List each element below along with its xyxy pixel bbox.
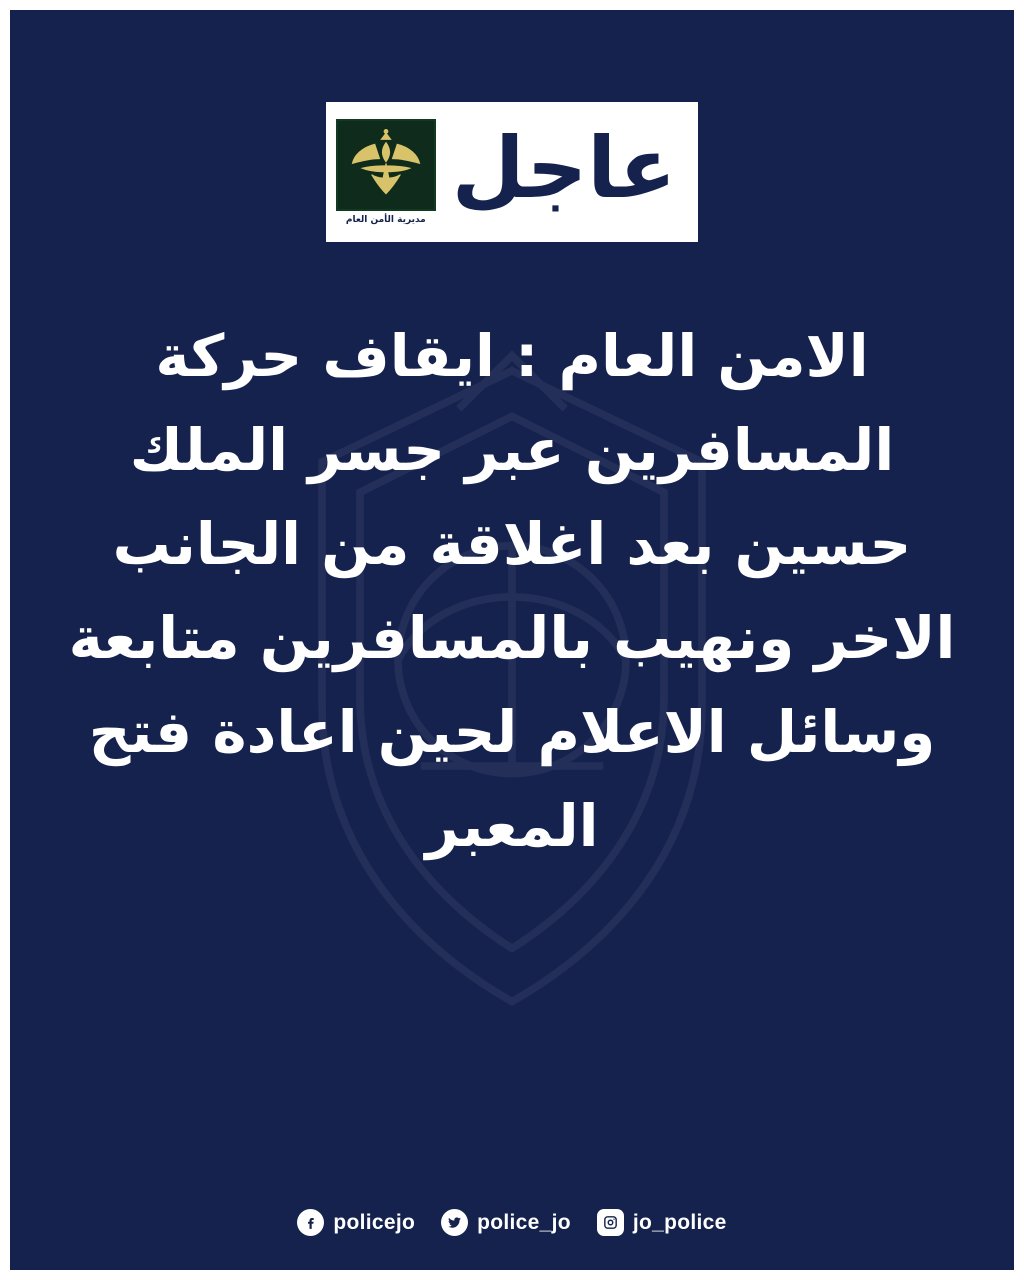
instagram-handle: jo_police: [632, 1210, 727, 1234]
emblem-caption: مديرية الأمن العام: [345, 215, 426, 225]
breaking-news-label: عاجل: [451, 119, 677, 217]
crest-icon: [336, 119, 436, 211]
twitter-handle: police_jo: [477, 1210, 571, 1234]
public-security-emblem: [330, 110, 442, 234]
breaking-news-badge: [326, 102, 698, 242]
social-links-bar: [10, 1209, 1014, 1236]
twitter-icon: [441, 1209, 468, 1236]
social-link-facebook[interactable]: [297, 1209, 415, 1236]
social-link-instagram[interactable]: [597, 1209, 727, 1236]
headline-text: الامن العام : ايقاف حركة المسافرين عبر جسر الملك حسين بعد اغلاقة من الجانب الاخر ونهيب بالمسافرين متابعة وسائل الاعلام لحين اعادة فتح المعبر: [68, 322, 956, 860]
facebook-icon: [297, 1209, 324, 1236]
social-link-twitter[interactable]: [441, 1209, 571, 1236]
facebook-handle: policejo: [333, 1210, 416, 1234]
instagram-icon: [597, 1209, 624, 1236]
